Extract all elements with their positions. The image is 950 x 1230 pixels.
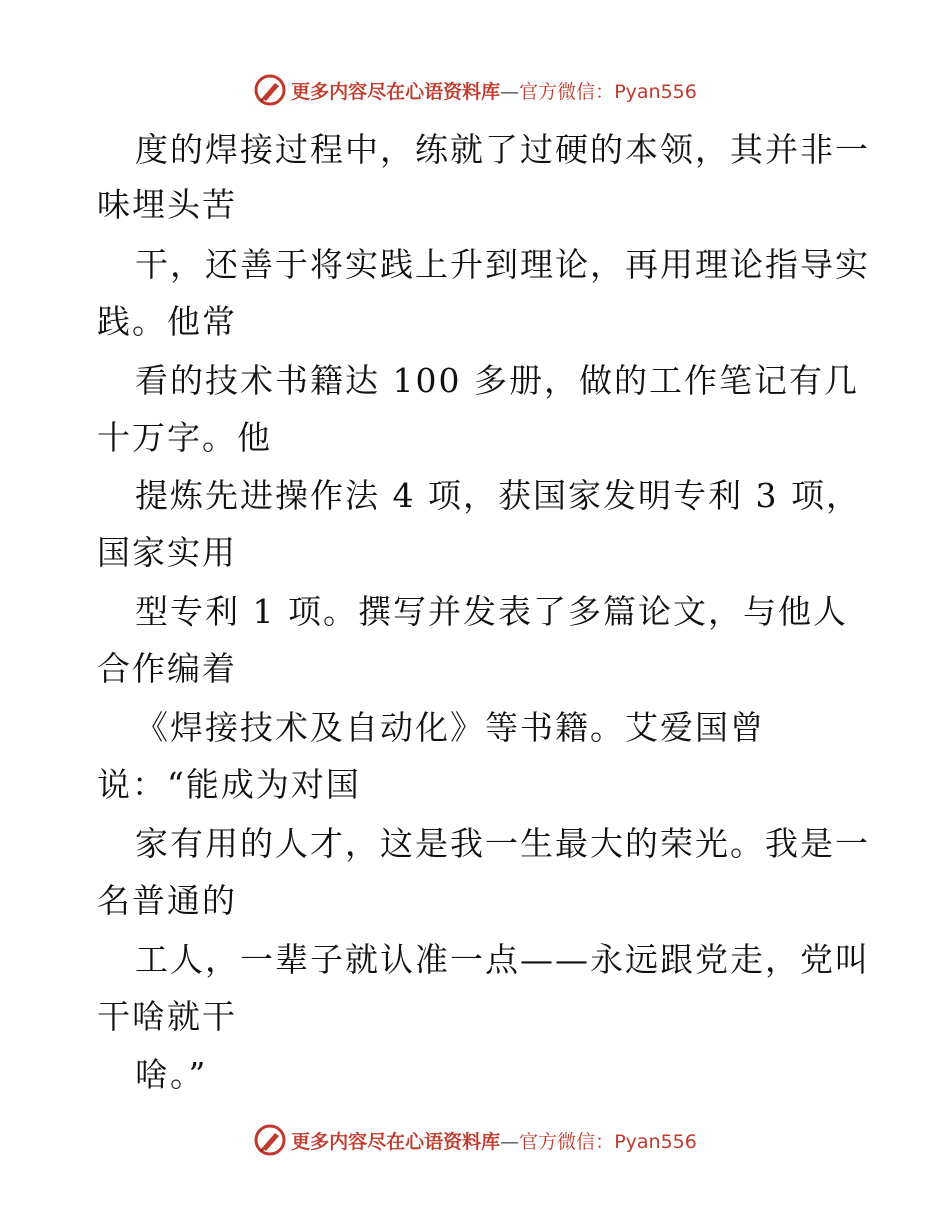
pen-logo-icon bbox=[253, 1123, 287, 1157]
paragraph-line: 提炼先进操作法 4 项，获国家发明专利 3 项， bbox=[135, 476, 861, 515]
footer-banner bbox=[0, 1120, 950, 1160]
banner-text bbox=[291, 77, 697, 104]
banner-text bbox=[291, 1127, 697, 1154]
paragraph-line: 型专利 1 项。撰写并发表了多篇论文，与他人 bbox=[135, 592, 848, 631]
paragraph-line: 味埋头苦 bbox=[97, 185, 237, 224]
paragraph-line: 说：“能成为对国 bbox=[97, 765, 361, 804]
banner-wechat-label: 官方微信： bbox=[519, 1130, 615, 1153]
header-banner bbox=[0, 70, 950, 110]
paragraph-line: 《焊接技术及自动化》等书籍。艾爱国曾 bbox=[135, 708, 765, 747]
banner-site-text: 更多内容尽在心语资料库 bbox=[291, 80, 501, 103]
paragraph-line: 度的焊接过程中，练就了过硬的本领，其并非一 bbox=[135, 130, 870, 169]
paragraph-line: 工人，一辈子就认准一点——永远跟党走，党叫 bbox=[135, 940, 870, 979]
banner-wechat-id: Pyan556 bbox=[614, 1130, 697, 1153]
paragraph-line: 践。他常 bbox=[97, 302, 237, 341]
banner-wechat-label: 官方微信： bbox=[519, 80, 615, 103]
paragraph-line: 国家实用 bbox=[97, 533, 237, 572]
banner-site-text: 更多内容尽在心语资料库 bbox=[291, 1130, 501, 1153]
paragraph-line: 干啥就干 bbox=[97, 997, 237, 1036]
banner-dash: — bbox=[500, 80, 520, 103]
pen-logo-icon bbox=[253, 73, 287, 107]
paragraph-line: 啥。” bbox=[135, 1055, 208, 1094]
paragraph-line: 十万字。他 bbox=[97, 418, 272, 457]
paragraph-line: 名普通的 bbox=[97, 881, 237, 920]
banner-wechat-id: Pyan556 bbox=[614, 80, 697, 103]
banner-dash: — bbox=[500, 1130, 520, 1153]
paragraph-line: 家有用的人才，这是我一生最大的荣光。我是一 bbox=[135, 824, 870, 863]
paragraph-line: 干，还善于将实践上升到理论，再用理论指导实 bbox=[135, 245, 870, 284]
paragraph-line: 看的技术书籍达 100 多册，做的工作笔记有几 bbox=[135, 361, 859, 400]
paragraph-line: 合作编着 bbox=[97, 649, 237, 688]
